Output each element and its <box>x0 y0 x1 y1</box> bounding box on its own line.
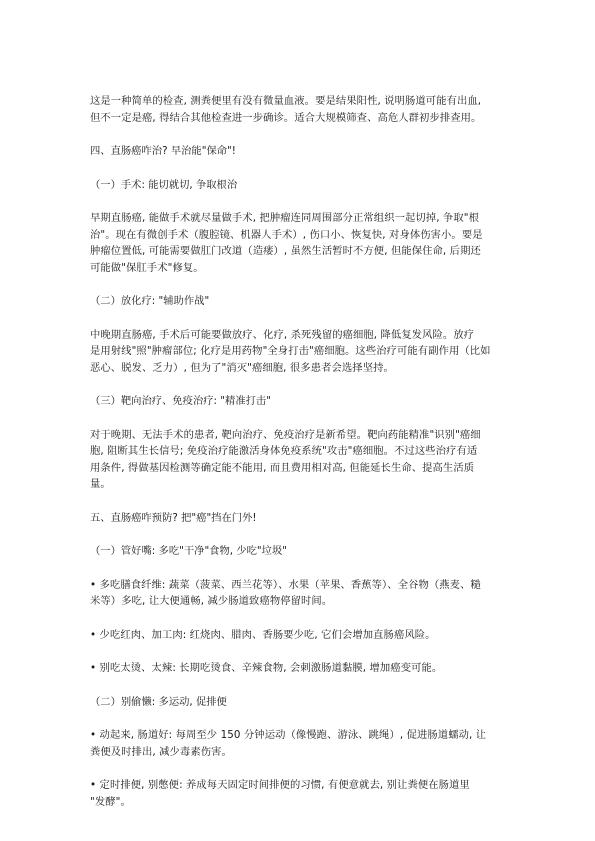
section-heading-prevention: 五、直肠癌咋预防? 把"癌"挡在门外! <box>90 511 257 524</box>
paragraph-surgery <box>90 210 520 276</box>
text-line: 对于晚期、无法手术的患者, 靶向治疗、免疫治疗是新希望。靶向药能精准"识别"癌细 <box>90 428 481 441</box>
section-heading-treatment: 四、直肠癌咋治? 早治能"保命"! <box>90 145 236 157</box>
bullet-exercise <box>90 727 520 760</box>
bullet-fiber <box>90 577 520 610</box>
text-line: 肿瘤位置低, 可能需要做肛门改道（造瘘）, 虽然生活暂时不方便, 但能保住命, 后期还 <box>90 245 481 257</box>
bullet-red-meat <box>90 627 520 644</box>
subheading-chemoradiation: （二）放化疗: "辅助作战" <box>90 295 210 307</box>
subheading-targeted-therapy: （三）靶向治疗、免疫治疗: "精准打击" <box>90 395 271 407</box>
text-line: 这是一种简单的检查, 测粪便里有没有微量血液。要是结果阳性, 说明肠道可能有出血, <box>90 95 482 107</box>
text-line: 量。 <box>90 478 111 490</box>
text-line: 米等）多吃, 让大便通畅, 减少肠道致癌物停留时间。 <box>90 595 333 607</box>
document-page <box>90 93 520 810</box>
text-line: 早期直肠癌, 能做手术就尽量做手术, 把肿瘤连同周围部分正常组织一起切掉, 争取"根 <box>90 212 479 224</box>
text-line: "发酵"。 <box>90 795 131 808</box>
text-line: 粪便及时排出, 减少毒素伤害。 <box>90 745 232 758</box>
subheading-surgery: （一）手术: 能切就切, 争取根治 <box>90 178 238 191</box>
text-line: 胞, 阻断其生长信号; 免疫治疗能激活身体免疫系统"攻击"癌细胞。不过这些治疗有适 <box>90 445 478 457</box>
subheading-exercise: （二）别偷懒: 多运动, 促排便 <box>90 695 227 708</box>
text-line: 是用射线"照"肿瘤部位; 化疗是用药物"全身打击"癌细胞。这些治疗可能有副作用（比如 <box>90 345 491 357</box>
text-line: 治"。现在有微创手术（腹腔镜、机器人手术）, 伤口小、恢复快, 对身体伤害小。要是 <box>90 228 483 241</box>
text-line: • 定时排便, 别憋便: 养成每天固定时间排便的习惯, 有便意就去, 别让粪便在肠道里 <box>90 779 470 791</box>
paragraph-chemoradiation <box>90 327 520 377</box>
text-line: • 多吃膳食纤维: 蔬菜（菠菜、西兰花等）、水果（苹果、香蕉等）、全谷物（燕麦、糙 <box>90 578 481 591</box>
paragraph-targeted-therapy <box>90 427 520 493</box>
bullet-hot-spicy <box>90 660 520 677</box>
bullet-bowel-habit <box>90 777 520 810</box>
text-line: 中晚期直肠癌, 手术后可能要做放疗、化疗, 杀死残留的癌细胞, 降低复发风险。放疗 <box>90 328 475 341</box>
text-line: 恶心、脱发、乏力）, 但为了"消灭"癌细胞, 很多患者会选择坚持。 <box>90 361 394 374</box>
text-line: • 少吃红肉、加工肉: 红烧肉、腊肉、香肠要少吃, 它们会增加直肠癌风险。 <box>90 628 436 641</box>
text-line: 用条件, 得做基因检测等确定能不能用, 而且费用相对高, 但能延长生命、提高生活质 <box>90 461 475 474</box>
text-line: 可能做"保肛手术"修复。 <box>90 261 204 274</box>
text-line: • 别吃太烫、太辣: 长期吃烫食、辛辣食物, 会刺激肠道黏膜, 增加癌变可能。 <box>90 662 443 674</box>
text-line: 但不一定是癌, 得结合其他检查进一步确诊。适合大规模筛查、高危人群初步排查用。 <box>90 111 482 124</box>
paragraph-fobt <box>90 93 520 126</box>
subheading-diet: （一）管好嘴: 多吃"干净"食物, 少吃"垃圾" <box>90 545 287 557</box>
text-line: • 动起来, 肠道好: 每周至少 150 分钟运动（像慢跑、游泳、跳绳）, 促进肠道蠕动, 让 <box>90 729 487 741</box>
